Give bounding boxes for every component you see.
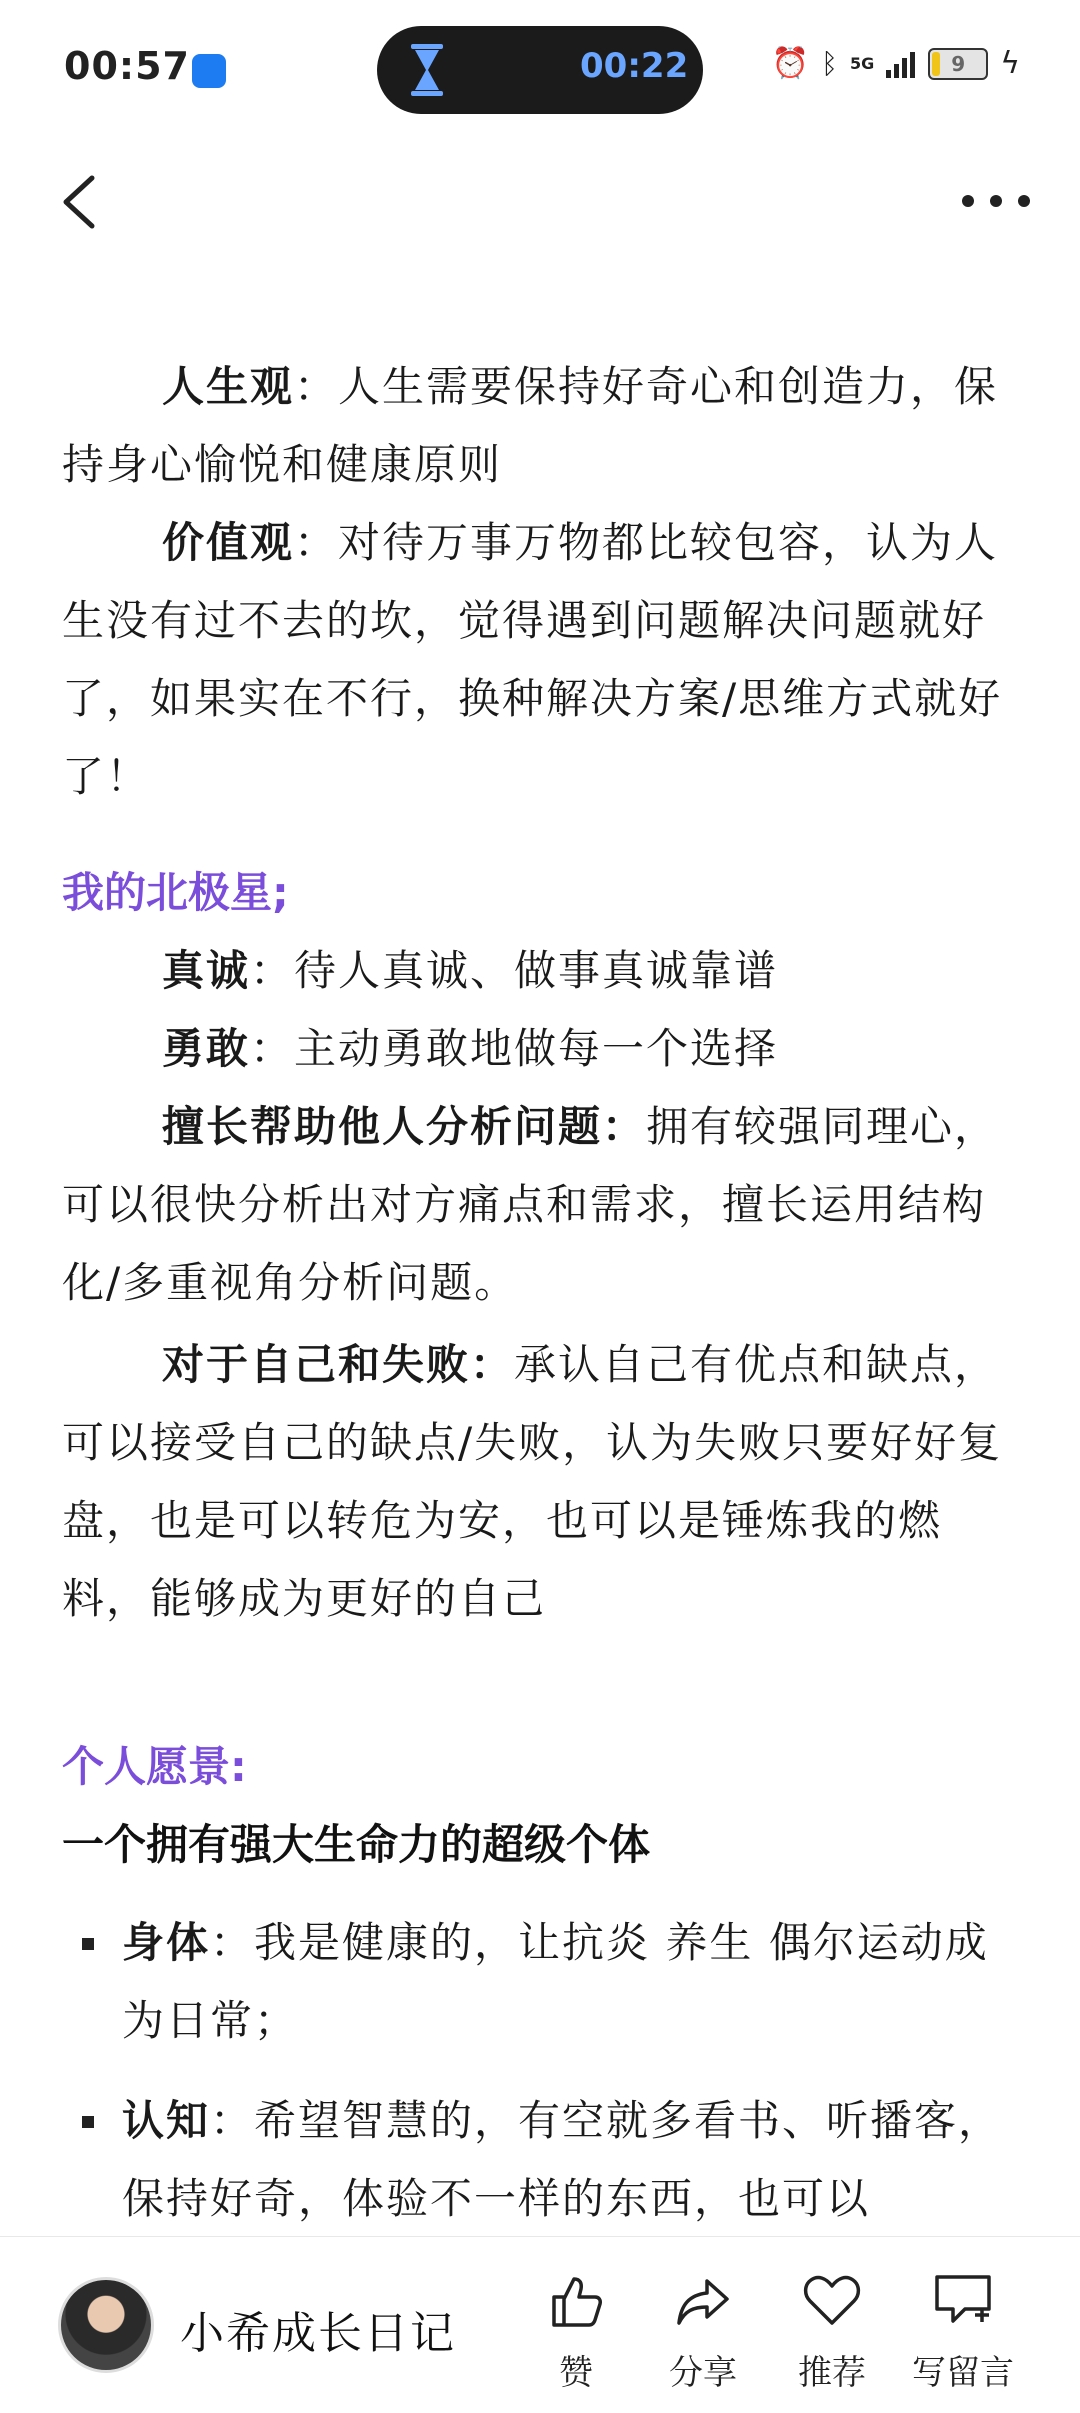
text-life-view: ：人生需要保持好奇心和创造力，保持身心愉悦和健康原则 [62,362,999,489]
recommend-label: 推荐 [798,2353,866,2393]
bluetooth-icon: ᛒ [821,47,838,80]
share-icon [673,2271,733,2331]
label-life-view: 人生观 [162,362,295,411]
text-sincere: ：待人真诚、做事真诚靠谱 [250,946,779,995]
status-icons [772,46,1020,81]
article-body [62,348,1018,2238]
label-sincere: 真诚 [162,946,251,995]
share-button[interactable] [643,2271,763,2394]
comment-label: 写留言 [912,2353,1014,2393]
author-name[interactable]: 小希成长日记 [180,2308,456,2359]
text-failure: 承认自己有优点和缺点，可以接受自己的缺点/失败，认为失败只要好好复盘，也是可以转危为安，也可以是锤炼我的燃料，能够成为更好的自己 [62,1340,1003,1623]
list-item-cognition [62,2082,1018,2238]
recommend-button[interactable] [772,2271,892,2394]
label-analysis: 擅长帮助他人分析问题： [162,1102,647,1151]
thumbs-up-icon [546,2271,606,2331]
paragraph-analysis [62,1088,1018,1322]
paragraph-values [62,504,1018,816]
text-values: ：对待万事万物都比较包容，认为人生没有过不去的坎，觉得遇到问题解决问题就好了，如果实在不行，换种解决方案/思维方式就好了！ [62,518,1003,801]
status-time: 00:57 [64,44,190,88]
alarm-icon: ⏰ [771,46,810,81]
label-cognition: 认知 [122,2096,211,2145]
more-dot-icon [962,195,974,207]
label-values: 价值观 [162,518,295,567]
text-cognition: ：希望智慧的，有空就多看书、听播客，保持好奇，体验不一样的东西，也可以 [122,2096,1003,2223]
charging-icon: ϟ [1000,46,1020,81]
hourglass-icon [407,42,447,98]
share-label: 分享 [669,2353,737,2393]
bottom-action-bar [0,2236,1080,2413]
vision-subtitle: 一个拥有强大生命力的超级个体 [62,1820,651,1869]
like-button[interactable] [516,2271,636,2394]
signal-icon [886,50,916,78]
list-item-body [62,1904,1018,2060]
author-avatar[interactable] [58,2277,154,2373]
paragraph-life-view [62,348,1018,504]
label-failure: 对于自己和失败： [162,1340,515,1389]
paragraph-sincere [62,932,1018,1010]
label-brave: 勇敢 [162,1024,251,1073]
heart-icon [802,2271,862,2331]
more-options-button[interactable] [962,188,1030,214]
text-body: ：我是健康的，让抗炎 养生 偶尔运动成为日常； [122,1918,989,2045]
more-dot-icon [990,195,1002,207]
text-analysis: 拥有较强同理心，可以很快分析出对方痛点和需求，擅长运用结构化/多重视角分析问题。 [62,1102,999,1307]
more-dot-icon [1018,195,1030,207]
battery-level: 9 [951,51,966,76]
status-bar [0,0,1080,140]
paragraph-failure [62,1326,1018,1638]
label-body: 身体 [122,1918,211,1967]
comment-button[interactable] [903,2271,1023,2394]
comment-icon [931,2271,995,2331]
island-timer: 00:22 [580,46,689,86]
battery-icon [928,48,988,80]
paragraph-brave [62,1010,1018,1088]
text-brave: ：主动勇敢地做每一个选择 [250,1024,779,1073]
app-notification-icon [192,54,226,88]
network-label: 5G [849,53,875,73]
like-label: 赞 [559,2353,593,2393]
heading-north-star: 我的北极星; [62,868,289,917]
back-button[interactable] [56,172,104,232]
heading-vision: 个人愿景: [62,1742,247,1791]
